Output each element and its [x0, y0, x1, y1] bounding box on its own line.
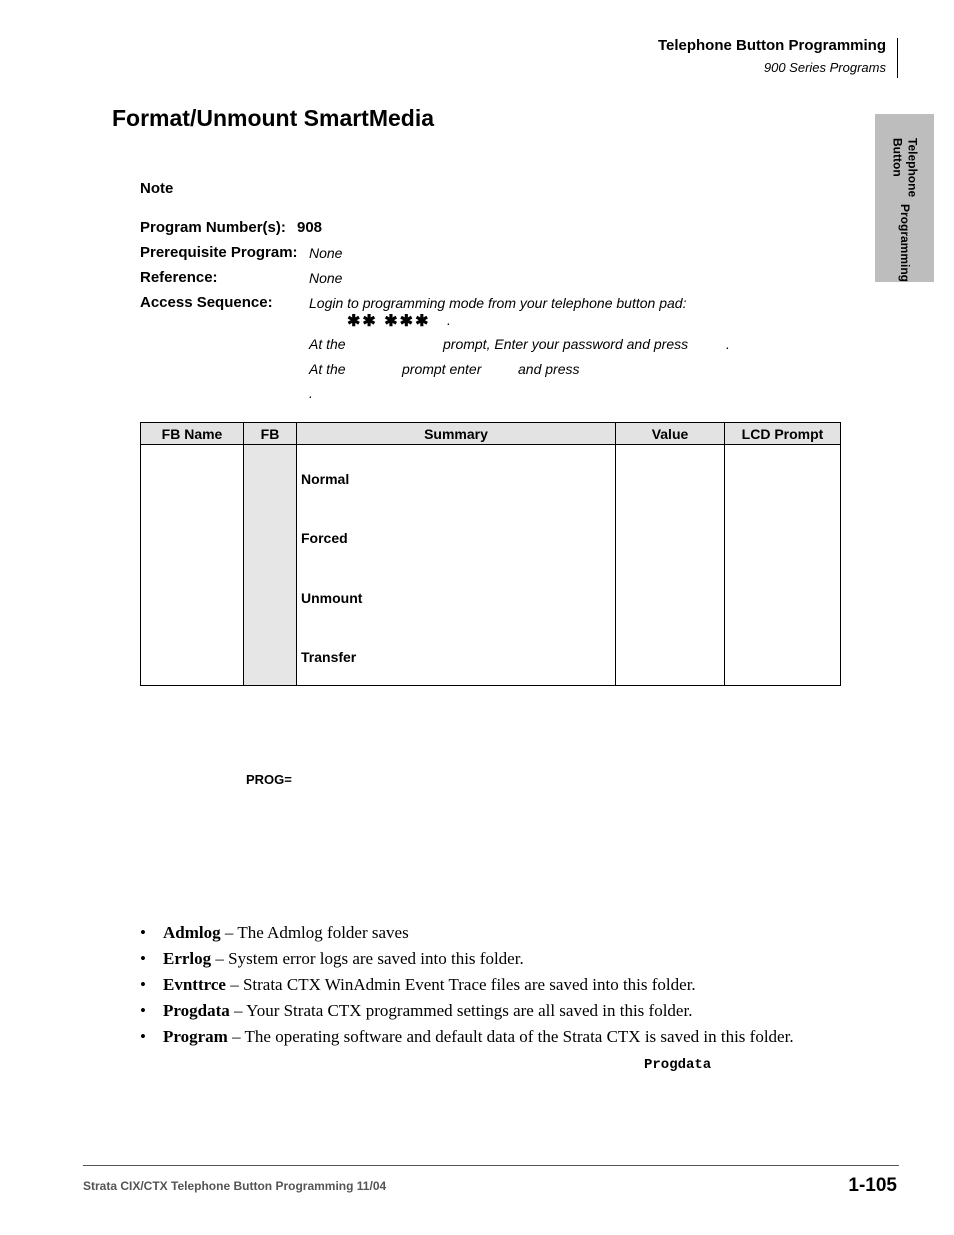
summary-option-transfer: Transfer — [301, 649, 357, 665]
list-item: • Admlog – The Admlog folder saves — [140, 923, 409, 942]
note-label: Note — [140, 180, 174, 197]
header-divider — [897, 38, 898, 78]
progdata-code: Progdata — [644, 1057, 712, 1073]
list-item: • Program – The operating software and default data of the Strata CTX is saved in this folder. — [140, 1027, 794, 1046]
header-title: Telephone Button Programming — [657, 37, 886, 54]
access-line-2b: prompt, Enter your password and press — [443, 336, 689, 352]
folder-name: Program — [163, 1027, 228, 1046]
folder-list — [140, 922, 794, 1052]
program-number-label: Program Number(s): — [140, 219, 286, 236]
access-line-3b: prompt enter — [402, 361, 482, 377]
access-line-2a: At the — [309, 336, 346, 352]
cell-lcd-prompt — [725, 445, 841, 686]
list-item: • Progdata – Your Strata CTX programmed settings are all saved in this folder. — [140, 1001, 693, 1020]
side-tab-text — [875, 114, 934, 282]
summary-option-unmount: Unmount — [301, 590, 363, 606]
summary-option-normal: Normal — [301, 471, 350, 487]
list-item: • Evnttrce – Strata CTX WinAdmin Event Trace files are saved into this folder. — [140, 975, 696, 994]
cell-fb-name — [141, 445, 244, 686]
col-value: Value — [616, 423, 725, 445]
access-stars: ✱✱ ✱✱✱ — [347, 313, 431, 330]
col-summary: Summary — [297, 423, 616, 445]
program-number-value: 908 — [297, 219, 323, 236]
prerequisite-label: Prerequisite Program: — [140, 244, 298, 261]
page-title: Format/Unmount SmartMedia — [112, 105, 435, 131]
access-line-4: . — [309, 385, 313, 401]
folder-name: Admlog — [163, 923, 221, 942]
col-fb-name: FB Name — [141, 423, 244, 445]
side-tab-line2: Programming — [898, 203, 912, 282]
folder-desc: – The Admlog folder saves — [224, 923, 409, 942]
access-line-1: Login to programming mode from your telephone button pad: — [309, 295, 687, 311]
folder-desc: – The operating software and default data of the Strata CTX is saved in this folder. — [232, 1027, 794, 1046]
prog-prompt: PROG= — [246, 772, 292, 787]
list-item: • Errlog – System error logs are saved into this folder. — [140, 949, 524, 968]
header-subtitle: 900 Series Programs — [763, 60, 886, 75]
col-fb: FB — [244, 423, 297, 445]
folder-name: Evnttrce — [163, 975, 226, 994]
access-sequence-label: Access Sequence: — [140, 294, 273, 311]
cell-value — [616, 445, 725, 686]
page-number: 1-105 — [848, 1175, 897, 1196]
access-line-3a: At the — [309, 361, 346, 377]
table-header-row — [141, 423, 841, 445]
folder-desc: – Your Strata CTX programmed settings are all saved in this folder. — [234, 1001, 693, 1020]
col-lcd-prompt: LCD Prompt — [725, 423, 841, 445]
fb-table — [140, 422, 841, 686]
footer-divider — [83, 1165, 899, 1166]
reference-value: None — [309, 270, 343, 286]
summary-option-forced: Forced — [301, 530, 348, 546]
reference-label: Reference: — [140, 269, 218, 286]
side-tab-line1: Telephone Button — [890, 138, 920, 198]
folder-name: Progdata — [163, 1001, 230, 1020]
side-tab — [875, 114, 934, 282]
folder-desc: – Strata CTX WinAdmin Event Trace files are saved into this folder. — [230, 975, 696, 994]
cell-fb — [244, 445, 297, 686]
footer-text: Strata CIX/CTX Telephone Button Programming 11/04 — [83, 1179, 387, 1193]
folder-name: Errlog — [163, 949, 212, 968]
table-row — [141, 445, 841, 686]
access-line-3c: and press — [518, 361, 580, 377]
folder-desc: – System error logs are saved into this folder. — [215, 949, 524, 968]
prerequisite-value: None — [309, 245, 343, 261]
